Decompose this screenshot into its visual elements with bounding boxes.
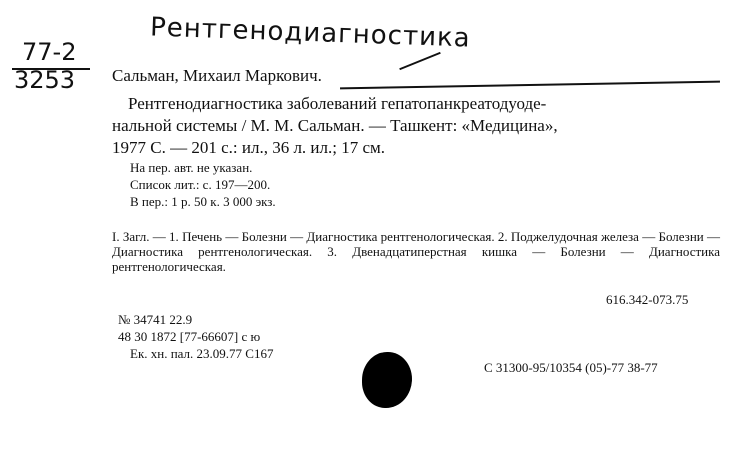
subject-tracings: I. Загл. — 1. Печень — Болезни — Диагностика рентгенологическая. 2. Поджелудочная железа — Болезни — Диагностика рентгенологическая. 3. Двенадцатиперстная кишка — Болезни — Диагностика рентгенологическая. (112, 229, 720, 274)
print-date: Ек. хн. пал. 23.09.77 С167 (130, 346, 274, 361)
imprint-line: 1977 С. — 201 с.: ил., 36 л. ил.; 17 см. (112, 138, 386, 157)
note-3: В пер.: 1 р. 50 к. 3 000 экз. (130, 194, 276, 209)
publisher-code: С 31300-95/10354 (05)-77 38-77 (484, 360, 658, 375)
pen-underline (340, 81, 720, 90)
shelfmark-top: 77-2 (22, 38, 77, 66)
udc-number: 616.342-073.75 (606, 292, 689, 307)
catalog-number: 48 30 1872 [77-66607] с ю (118, 329, 261, 344)
registration-number: № 34741 22.9 (118, 312, 193, 327)
handwritten-heading: Рентгенодиагностика (149, 12, 472, 54)
ink-blot (362, 352, 412, 408)
author-line: Сальман, Михаил Маркович. (112, 66, 322, 85)
shelfmark-bottom: 3253 (14, 66, 76, 94)
title-line-2: нальной системы / М. М. Сальман. — Ташкент: «Медицина», (112, 116, 558, 135)
title-line-1: Рентгенодиагностика заболеваний гепатопанкреатодуоде- (128, 94, 547, 113)
pen-stroke (399, 52, 441, 70)
note-1: На пер. авт. не указан. (130, 160, 253, 175)
note-2: Список лит.: с. 197—200. (130, 177, 271, 192)
